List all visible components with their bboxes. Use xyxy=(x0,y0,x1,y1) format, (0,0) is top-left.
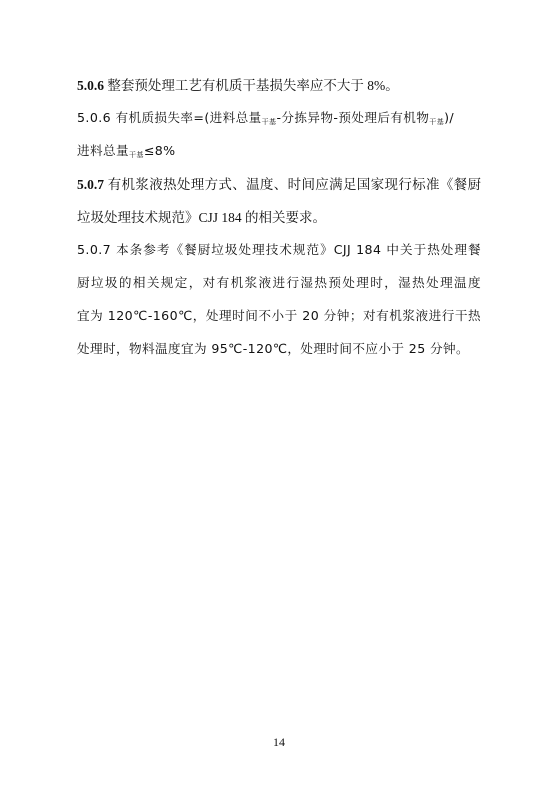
clause-text: 处理时，物料温度宜为 95℃-120℃，处理时间不应小于 25 分钟。 xyxy=(77,341,469,356)
formula-subscript: 干基 xyxy=(429,118,445,126)
clause-5-0-6-explanation-line-1 xyxy=(77,107,454,127)
clause-number: 5.0.6 xyxy=(77,78,104,93)
formula-part: ≤8% xyxy=(143,143,176,158)
clause-number: 5.0.6 xyxy=(77,110,112,125)
formula-part: )/ xyxy=(444,110,455,125)
clause-5-0-7-explanation-line-2 xyxy=(77,272,481,291)
clause-text: 垃圾处理技术规范》CJJ 184 的相关要求。 xyxy=(77,210,327,225)
clause-number: 5.0.7 xyxy=(77,242,112,257)
clause-text: 厨垃圾的相关规定，对有机浆液进行湿热预处理时，湿热处理温度 xyxy=(77,275,481,290)
clause-5-0-6-standard xyxy=(77,74,399,94)
clause-text: 宜为 120℃-160℃，处理时间不小于 20 分钟；对有机浆液进行干热 xyxy=(77,308,481,323)
clause-text: 有机浆液热处理方式、温度、时间应满足国家现行标准《餐厨 xyxy=(107,177,482,192)
clause-number: 5.0.7 xyxy=(77,177,104,192)
clause-5-0-7-explanation-line-4 xyxy=(77,338,469,357)
formula-part: 有机质损失率=(进料总量 xyxy=(115,110,262,125)
formula-subscript: 干基 xyxy=(128,151,144,159)
clause-5-0-7-standard-line-1 xyxy=(77,173,481,193)
clause-5-0-7-standard-line-2 xyxy=(77,206,326,226)
clause-text: 本条参考《餐厨垃圾处理技术规范》CJJ 184 中关于热处理餐 xyxy=(116,242,481,257)
formula-subscript: 干基 xyxy=(261,118,277,126)
formula-part: 进料总量 xyxy=(77,143,129,158)
clause-text: 整套预处理工艺有机质干基损失率应不大于 8%。 xyxy=(107,78,399,93)
clause-5-0-7-explanation-line-3 xyxy=(77,305,481,324)
clause-5-0-6-explanation-line-2 xyxy=(77,140,176,160)
formula-part: -分拣异物-预处理后有机物 xyxy=(276,110,430,125)
page-number: 14 xyxy=(273,735,285,749)
clause-5-0-7-explanation-line-1 xyxy=(77,239,481,258)
